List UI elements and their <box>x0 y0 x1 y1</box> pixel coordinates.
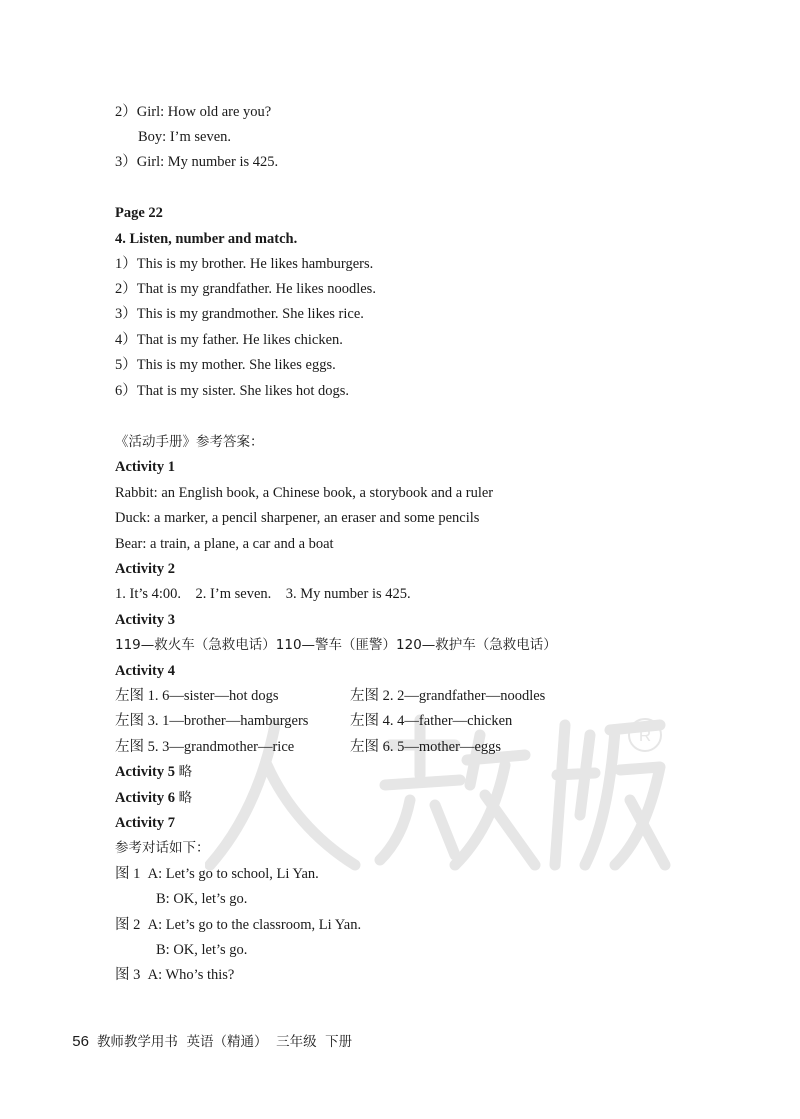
activity-7-figure-2-b: B: OK, let’s go. <box>156 942 248 958</box>
activity-3-title: Activity 3 <box>115 612 175 628</box>
activity-7-figure-1-a: 图 1 A: Let’s go to school, Li Yan. <box>115 866 319 882</box>
activity-5-row <box>115 762 192 782</box>
activity-7-figure-2-a: 图 2 A: Let’s go to the classroom, Li Yan. <box>115 917 362 933</box>
activity-4-match-row <box>115 711 715 731</box>
activity-1-line-bear: Bear: a train, a plane, a car and a boat <box>115 536 334 552</box>
listening-item-1: 1）This is my brother. He likes hamburgers. <box>115 256 374 272</box>
activity-3-answer: 119—救火车（急救电话）110—警车（匪警）120—救护车（急救电话） <box>115 637 557 653</box>
activity-4-match-right: 左图 2. 2—grandfather—noodles <box>350 688 546 704</box>
page-22-heading: Page 22 <box>115 205 163 221</box>
page-number: 56 <box>72 1033 89 1050</box>
svg-text:R: R <box>638 726 652 745</box>
listening-item-5: 5）This is my mother. She likes eggs. <box>115 357 336 373</box>
activity-6-title: Activity 6 <box>115 790 175 806</box>
book-title: 教师教学用书 英语（精通） 三年级 下册 <box>96 1034 353 1050</box>
exercise-4-title: 4. Listen, number and match. <box>115 231 298 247</box>
listening-item-3: 3）This is my grandmother. She likes rice. <box>115 306 364 322</box>
activity-1-line-duck: Duck: a marker, a pencil sharpener, an eraser and some pencils <box>115 510 480 526</box>
listening-item-4: 4）That is my father. He likes chicken. <box>115 332 343 348</box>
activity-7-intro: 参考对话如下： <box>115 840 210 856</box>
activity-1-title: Activity 1 <box>115 459 175 475</box>
dialogue-line-2-boy: Boy: I’m seven. <box>138 129 232 145</box>
activity-6-note: 略 <box>178 790 193 806</box>
activity-7-figure-1-b: B: OK, let’s go. <box>156 891 248 907</box>
page-footer <box>65 1012 352 1052</box>
activity-1-line-rabbit: Rabbit: an English book, a Chinese book, a storybook and a ruler <box>115 485 494 501</box>
dialogue-line-3-girl: 3）Girl: My number is 425. <box>115 154 279 170</box>
dialogue-line-2-girl: 2）Girl: How old are you? <box>115 104 272 120</box>
activity-4-match-left: 左图 3. 1—brother—hamburgers <box>115 713 309 729</box>
activity-book-heading: 《活动手册》参考答案： <box>115 434 264 450</box>
activity-4-match-left: 左图 5. 3—grandmother—rice <box>115 739 295 755</box>
activity-2-answer: 1. It’s 4:00. 2. I’m seven. 3. My number is 425. <box>115 586 411 602</box>
activity-2-title: Activity 2 <box>115 561 175 577</box>
activity-4-match-right: 左图 6. 5—mother—eggs <box>350 739 502 755</box>
listening-item-6: 6）That is my sister. She likes hot dogs. <box>115 383 350 399</box>
activity-4-match-row <box>115 686 715 706</box>
activity-4-match-row <box>115 737 715 757</box>
activity-7-title: Activity 7 <box>115 815 175 831</box>
activity-4-match-right: 左图 4. 4—father—chicken <box>350 713 513 729</box>
activity-4-match-left: 左图 1. 6—sister—hot dogs <box>115 688 279 704</box>
activity-5-note: 略 <box>178 764 193 780</box>
listening-item-2: 2）That is my grandfather. He likes noodles. <box>115 281 376 297</box>
activity-4-title: Activity 4 <box>115 663 175 679</box>
activity-6-row <box>115 788 192 808</box>
activity-7-figure-3-a: 图 3 A: Who’s this? <box>115 967 235 983</box>
activity-5-title: Activity 5 <box>115 764 175 780</box>
